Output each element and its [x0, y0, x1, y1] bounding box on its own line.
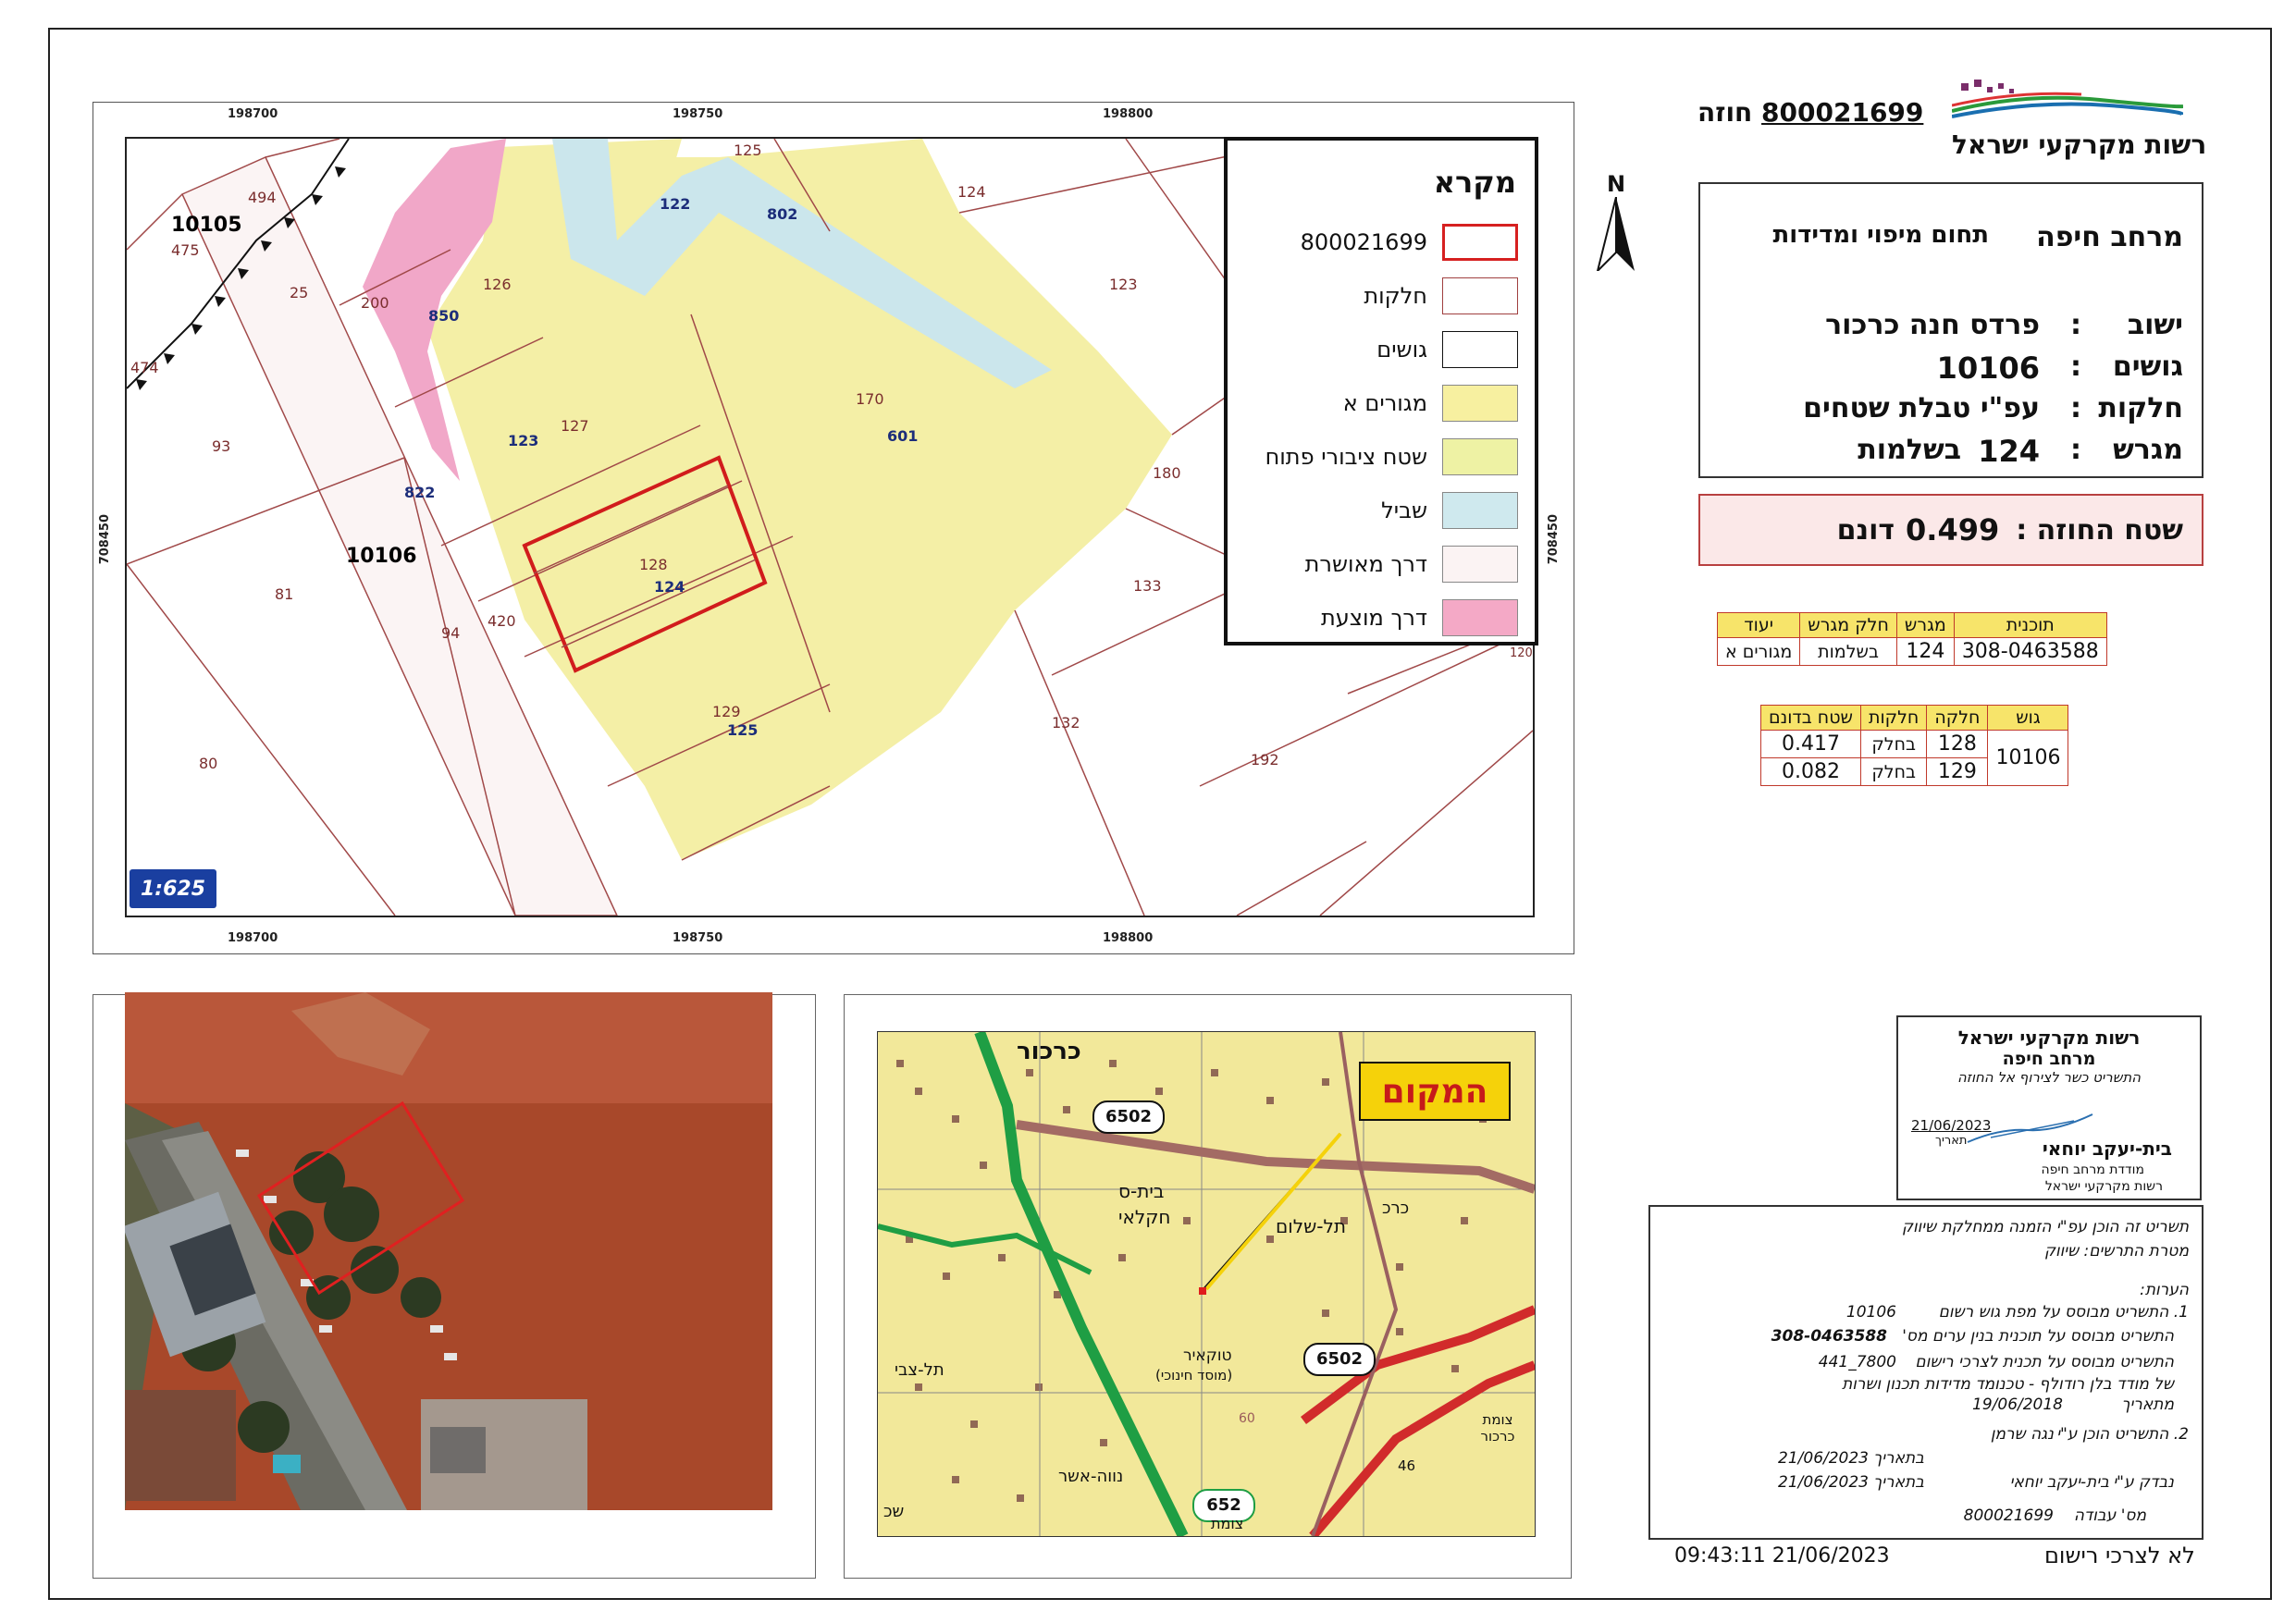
aerial-photo: [125, 992, 772, 1510]
sep: :: [2070, 309, 2081, 341]
legend-label: חלקות: [1364, 283, 1427, 309]
plan-th: יעוד: [1718, 613, 1800, 638]
note-3-date-label: בתאריך: [1873, 1473, 1924, 1492]
x-coord-top-1: 198700: [228, 107, 278, 121]
parcel-label: 474: [130, 359, 159, 376]
location-marker: [1199, 1287, 1206, 1295]
x-coord-bottom-2: 198750: [673, 931, 723, 945]
contract-number: 800021699: [1761, 97, 1924, 128]
legend-item-path: [1224, 490, 1535, 533]
parcel-label: 802: [767, 205, 798, 223]
x-coord-bottom-3: 198800: [1103, 931, 1154, 945]
approval-org: רשות מקרקעי ישראל: [1957, 1027, 2141, 1049]
parcel-label: 494: [248, 189, 277, 206]
block-label-10105: 10105: [171, 214, 242, 237]
place-label-callout: המקום: [1359, 1062, 1511, 1121]
department: תחום מיפוי ומדידות: [1772, 221, 1989, 249]
approval-date: 21/06/2023: [1911, 1117, 1992, 1134]
legend-label: גושים: [1376, 337, 1427, 363]
plan-th: תוכנית: [1954, 613, 2106, 638]
parcel-label: 170: [856, 390, 884, 408]
parcel-th: גוש: [1988, 706, 2068, 731]
parcel-label: 124: [654, 578, 685, 596]
parcel-label: 132: [1052, 714, 1080, 732]
approval-region: מרחב חיפה: [2002, 1049, 2096, 1069]
approval-stamp: [1896, 1015, 2202, 1200]
legend-swatch-path: [1442, 492, 1518, 529]
parcel-th: חלקות: [1860, 706, 1926, 731]
legend-label: שטח ציבורי פתוח: [1265, 444, 1427, 470]
legend-item-approved-road: [1224, 544, 1535, 586]
not-for-registration: לא לצרכי רישום: [2044, 1543, 2195, 1568]
road-6502-badge-2: 6502: [1303, 1343, 1376, 1376]
north-label: N: [1606, 171, 1626, 197]
approval-statement: התשריט כשר לצירוף אל החוזה: [1957, 1069, 2142, 1086]
approval-name: בית-יעקב יוחאי: [2042, 1137, 2172, 1160]
parcel-label: 127: [561, 417, 589, 435]
place-46: 46: [1398, 1457, 1416, 1474]
place-shc: שכ: [883, 1502, 905, 1521]
print-timestamp: 09:43:11 21/06/2023: [1674, 1544, 1890, 1568]
parcel-label: 129: [712, 703, 741, 720]
parcel-label: 180: [1153, 464, 1181, 482]
place-agricultural: חקלאי: [1118, 1206, 1171, 1228]
parcel-cell: 128: [1927, 731, 1988, 758]
note-2-date: 21/06/2023: [1778, 1449, 1869, 1468]
settlement-label: ישוב: [2127, 309, 2183, 341]
parcel-label: 822: [404, 484, 436, 501]
note-2: 2. התשריט הוכן ע"י: [2056, 1425, 2189, 1444]
contract-area-box: [1698, 494, 2203, 566]
parcel-label: 81: [275, 585, 294, 603]
block-label-10106: 10106: [346, 545, 417, 568]
place-tel-tzvi: תל-צבי: [895, 1360, 944, 1380]
place-60: 60: [1239, 1411, 1255, 1426]
parcel-table: [1760, 705, 2068, 786]
parcel-label: 200: [361, 294, 389, 312]
parcel-label: 124: [957, 183, 986, 201]
region: מרחב חיפה: [2036, 221, 2183, 253]
note-1c-value: 7800_441: [1818, 1353, 1896, 1371]
plot-number: 124: [1978, 434, 2040, 469]
parcel-cell: בחלק: [1860, 758, 1926, 786]
parcel-cell: בחלק: [1860, 731, 1926, 758]
note-2-date-label: בתאריך: [1873, 1449, 1924, 1468]
parcel-label: 120: [1510, 646, 1533, 660]
note-3-name: בית-יעקב יוחאי: [2009, 1473, 2109, 1492]
info-box: [1698, 182, 2203, 478]
block-value: 10106: [1936, 350, 2040, 386]
note-1d: של מודד בלן רודולף - טכנומד מדידות תכנון ושרות: [1842, 1375, 2174, 1394]
legend-title: מקרא: [1433, 165, 1516, 200]
parcels-label: חלקות: [2098, 392, 2183, 424]
note-1e-value: 19/06/2018: [1972, 1396, 2063, 1414]
note-3-date: 21/06/2023: [1778, 1473, 1869, 1492]
place-karkur-right: כרכ: [1382, 1199, 1410, 1218]
parcel-label: 123: [508, 432, 539, 449]
parcel-cell: 0.417: [1761, 731, 1861, 758]
parcel-label: 94: [441, 624, 461, 642]
parcel-label: 601: [887, 427, 919, 445]
legend-swatch-blocks: [1442, 331, 1518, 368]
scale-badge: 1:625: [130, 869, 216, 908]
place-tel-shalom: תל-שלום: [1276, 1215, 1346, 1237]
parcels-value: עפ"י טבלת שטחים: [1803, 392, 2040, 424]
parcel-label: 125: [734, 141, 762, 159]
plan-cell: 308-0463588: [1954, 638, 2106, 666]
notes-remarks: הערות:: [2140, 1281, 2189, 1299]
parcel-label: 122: [660, 195, 691, 213]
settlement-value: פרדס חנה כרכור: [1825, 309, 2040, 341]
plan-table: [1717, 612, 2107, 666]
parcel-label: 126: [483, 276, 512, 293]
approval-date-label: תאריך: [1935, 1134, 1968, 1148]
org-name: רשות מקרקעי ישראל: [1952, 129, 2207, 160]
legend-item-contract: [1224, 222, 1535, 264]
parcel-label: 123: [1109, 276, 1138, 293]
note-1: 1. התשריט מבוסס על מפת גוש רשום: [1938, 1303, 2189, 1322]
x-coord-top-3: 198800: [1103, 107, 1154, 121]
sep: :: [2070, 392, 2081, 424]
note-1c: התשריט מבוסס על תכנית לצרכי רישום: [1915, 1353, 2174, 1371]
x-coord-top-2: 198750: [673, 107, 723, 121]
note-1b: התשריט מבוסס על תוכנית בנין ערים מס': [1902, 1327, 2174, 1346]
approval-org2: רשות מקרקעי ישראל: [2044, 1179, 2163, 1194]
contract-title: [1697, 97, 1923, 128]
legend-swatch-open-space: [1442, 438, 1518, 475]
legend-item-parcels: [1224, 276, 1535, 318]
plan-cell: מגורים א: [1718, 638, 1800, 666]
legend-label: מגורים א: [1342, 390, 1427, 416]
area-label: שטח החוזה :: [2016, 513, 2183, 547]
legend-item-open-space: [1224, 436, 1535, 479]
parcel-label: 93: [212, 437, 231, 455]
place-beit-s: בית-ס: [1118, 1180, 1165, 1202]
parcel-label: 128: [639, 556, 668, 573]
legend-item-proposed-road: [1224, 597, 1535, 640]
parcel-label: 25: [290, 284, 309, 301]
legend-label: דרך מוצעת: [1320, 605, 1427, 631]
location-map[interactable]: [877, 1031, 1536, 1537]
x-coord-bottom-1: 198700: [228, 931, 278, 945]
notes-line2: מטרת התרשים: שיווק: [2043, 1242, 2189, 1260]
parcel-cell: 129: [1927, 758, 1988, 786]
legend-item-residential: [1224, 383, 1535, 425]
legend-label: 800021699: [1300, 229, 1427, 255]
block-label: גושים: [2112, 350, 2183, 383]
note-1-value: 10106: [1845, 1303, 1896, 1322]
y-coord-right: 708450: [1547, 514, 1561, 565]
note-2-name: נגה שרמן: [1990, 1425, 2054, 1444]
parcel-th: חלקה: [1927, 706, 1988, 731]
area-unit: דונם: [1836, 513, 1895, 547]
legend-swatch-residential: [1442, 385, 1518, 422]
notes-box: [1648, 1205, 2203, 1540]
parcel-label: 192: [1251, 751, 1279, 768]
legend-swatch-contract: [1442, 224, 1518, 261]
notes-line1: תשריט זה הוכן עפ"י הזמנה ממחלקת שיווק: [1901, 1218, 2189, 1236]
rmi-logo: [1952, 74, 2183, 125]
contract-label: חוזה: [1697, 97, 1753, 128]
sep: :: [2070, 434, 2081, 466]
place-karkur-junction: צומת כרכור: [1480, 1411, 1515, 1445]
place-neve-asher: נווה-אשר: [1058, 1467, 1124, 1486]
legend-swatch-approved-road: [1442, 546, 1518, 583]
north-arrow: [1593, 171, 1639, 273]
road-652-badge: 652: [1192, 1489, 1255, 1522]
legend-swatch-parcels: [1442, 277, 1518, 314]
work-label: מס' עבודה: [2073, 1506, 2146, 1525]
parcel-label: 133: [1133, 577, 1162, 595]
y-coord-left: 708450: [98, 514, 112, 565]
plan-th: חלק מגרש: [1800, 613, 1897, 638]
plot-label: מגרש: [2113, 434, 2183, 466]
parcel-label: 420: [488, 612, 516, 630]
area-value: 0.499: [1906, 512, 2000, 547]
parcel-label: 850: [428, 307, 460, 325]
approval-role: מודדת מרחב חיפה: [2041, 1162, 2144, 1177]
sep: :: [2070, 350, 2081, 383]
parcel-th: שטח בדונם: [1761, 706, 1861, 731]
road-6502-badge: 6502: [1092, 1100, 1165, 1134]
place-karkur-top: כרכור: [1017, 1038, 1081, 1065]
note-3: נבדק ע"י: [2113, 1473, 2174, 1492]
plan-cell: בשלמות: [1800, 638, 1897, 666]
rmi-logo-graphic: [1952, 74, 2183, 125]
place-junction: צומת: [1211, 1515, 1244, 1532]
place-tokair: טוקאיר: [1183, 1346, 1232, 1365]
plan-cell: 124: [1896, 638, 1954, 666]
parcel-label: 125: [727, 721, 759, 739]
parcel-block-cell: 10106: [1988, 731, 2068, 786]
aerial-photo-graphic: [125, 992, 772, 1510]
plot-status: בשלמות: [1858, 434, 1961, 466]
plan-th: מגרש: [1896, 613, 1954, 638]
parcel-label: 475: [171, 241, 200, 259]
legend-label: דרך מאושרת: [1304, 551, 1427, 577]
place-institution: (מוסד חינוכי): [1155, 1367, 1233, 1383]
parcel-label: 80: [199, 755, 218, 772]
note-1e: מתאריך: [2121, 1396, 2174, 1414]
work-number: 800021699: [1963, 1506, 2054, 1525]
parcel-cell: 0.082: [1761, 758, 1861, 786]
legend-swatch-proposed-road: [1442, 599, 1518, 636]
legend-label: שביל: [1381, 498, 1427, 523]
map-legend: [1224, 137, 1538, 646]
legend-item-blocks: [1224, 329, 1535, 372]
north-arrow-icon: [1593, 197, 1639, 271]
note-1b-value: 308-0463588: [1771, 1327, 1887, 1346]
